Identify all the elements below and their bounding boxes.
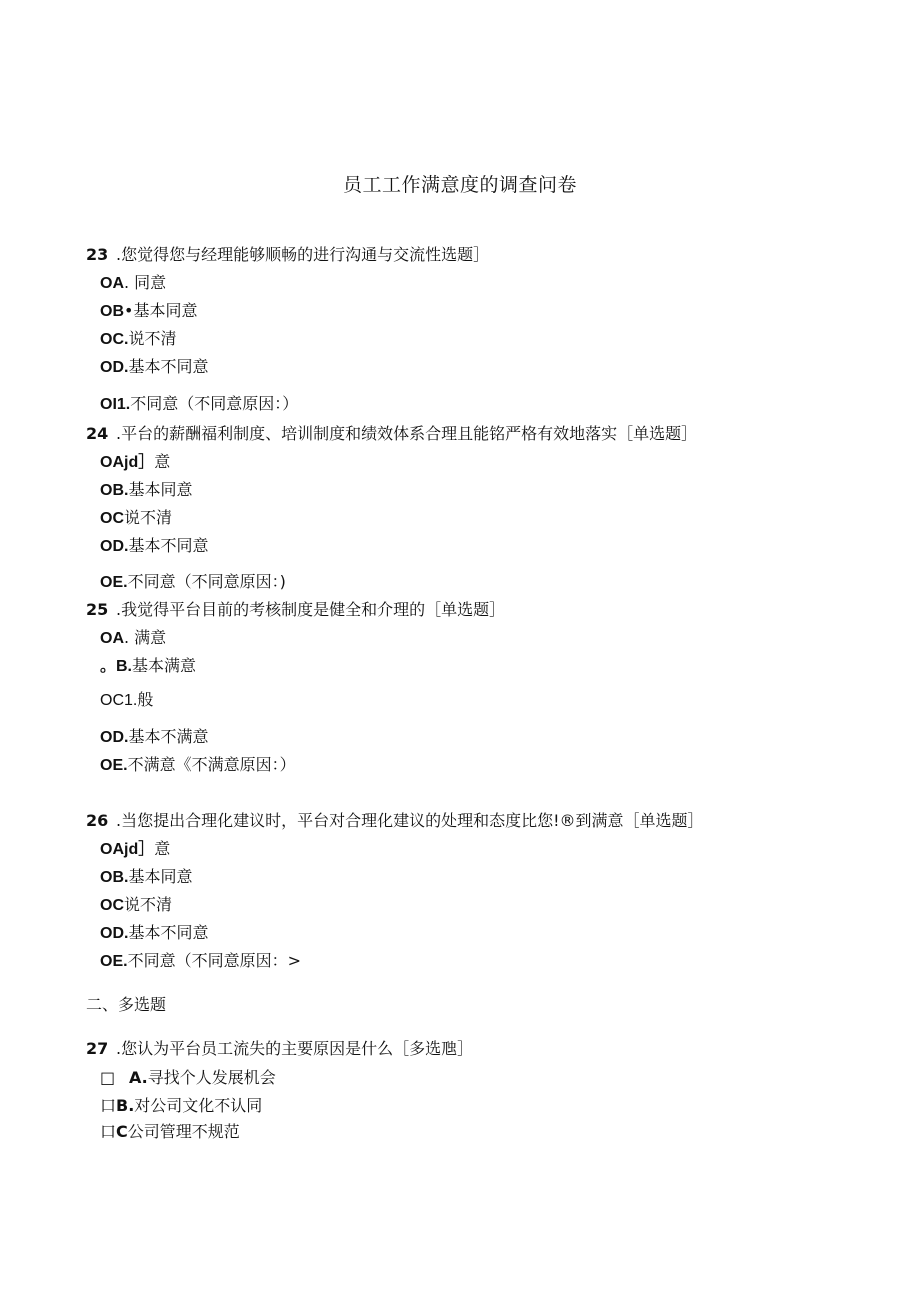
option-key: OC [100, 510, 124, 527]
option-23-e[interactable] [100, 391, 298, 414]
option-text: 基本不同意 [128, 536, 209, 555]
option-key: OI1. [100, 396, 131, 413]
option-27-c[interactable] [100, 1119, 240, 1142]
option-text: 意 [154, 452, 171, 471]
option-key: OAjd］ [100, 841, 155, 858]
option-text: 说不清 [124, 508, 173, 527]
question-25 [86, 597, 505, 620]
option-25-d[interactable] [100, 724, 208, 747]
option-25-c[interactable] [100, 687, 153, 710]
question-number: 23 [86, 245, 109, 264]
option-key: OC1. [100, 692, 138, 709]
option-key: OE. [100, 953, 128, 970]
option-23-b[interactable] [100, 298, 197, 321]
checkbox-icon[interactable]: □ [100, 1068, 116, 1087]
option-key: B. [116, 1096, 135, 1115]
option-24-e[interactable] [100, 569, 286, 592]
option-text: . 同意 [124, 273, 167, 292]
option-23-c[interactable] [100, 326, 176, 349]
checkbox-icon[interactable]: 口 [100, 1122, 117, 1141]
option-key: A. [129, 1068, 148, 1087]
option-25-a[interactable] [100, 625, 166, 648]
option-key: OB [100, 303, 124, 320]
option-text: 不同意（不同意原因：） [130, 394, 299, 413]
question-text: .当您提出合理化建议时，平台对合理化建议的处理和态度比您!®到满意［单选题］ [116, 811, 704, 830]
option-key: C [116, 1122, 128, 1141]
option-27-a[interactable] [100, 1065, 276, 1088]
option-text: 基本同意 [128, 867, 193, 886]
checkbox-icon[interactable]: 口 [100, 1096, 117, 1115]
option-key: OB. [100, 869, 129, 886]
option-text: 不同意（不同意原因：> [127, 951, 301, 970]
option-key: OA [100, 275, 124, 292]
option-23-a[interactable] [100, 270, 166, 293]
option-text: 公司管理不规范 [127, 1122, 240, 1141]
option-26-a[interactable] [100, 836, 170, 859]
question-23 [86, 242, 489, 265]
question-text: .您认为平台员工流失的主要原因是什么［多选虺］ [116, 1039, 474, 1058]
option-26-b[interactable] [100, 864, 192, 887]
option-key: OE. [100, 574, 128, 591]
question-27 [86, 1036, 473, 1059]
option-key: OA [100, 630, 124, 647]
option-key: OC [100, 897, 124, 914]
option-key: OC. [100, 331, 129, 348]
option-text: •基本同意 [124, 301, 198, 320]
option-key: OD. [100, 925, 129, 942]
option-27-b[interactable] [100, 1093, 262, 1116]
option-24-a[interactable] [100, 449, 170, 472]
option-25-e[interactable] [100, 752, 296, 775]
option-26-c[interactable] [100, 892, 172, 915]
option-text: 说不清 [124, 895, 173, 914]
option-text: 不满意《不满意原因：） [127, 755, 296, 774]
question-number: 27 [86, 1039, 109, 1058]
option-text: 基本同意 [128, 480, 193, 499]
option-text: . 满意 [124, 628, 167, 647]
option-25-b[interactable] [100, 653, 196, 676]
option-text: 对公司文化不认同 [134, 1096, 263, 1115]
option-key: OD. [100, 538, 129, 555]
option-key: OD. [100, 729, 129, 746]
option-key: OB. [100, 482, 129, 499]
document-title: 员工工作满意度的调查问卷 [342, 174, 577, 196]
option-text: 寻找个人发展机会 [147, 1068, 276, 1087]
option-key: 。B. [100, 658, 133, 675]
section-heading-multi-choice: 二、多选题 [86, 995, 167, 1014]
option-23-d[interactable] [100, 354, 208, 377]
option-26-d[interactable] [100, 920, 208, 943]
question-text: .您觉得您与经理能够顺畅的进行沟通与交流性选题］ [116, 245, 490, 264]
question-number: 25 [86, 600, 109, 619]
question-26 [86, 808, 704, 831]
option-text: 般 [137, 690, 154, 709]
option-24-b[interactable] [100, 477, 192, 500]
option-text: 基本满意 [132, 656, 197, 675]
option-key: OAjd］ [100, 454, 155, 471]
option-text: 基本不同意 [128, 357, 209, 376]
question-text: .平台的薪酬福利制度、培训制度和绩效体系合理且能铭严格有效地落实［单选题］ [116, 424, 698, 443]
option-key: OE. [100, 757, 128, 774]
option-text: 说不清 [128, 329, 177, 348]
option-text: 不同意（不同意原因：) [127, 572, 286, 591]
option-text: 意 [154, 839, 171, 858]
option-24-c[interactable] [100, 505, 172, 528]
question-number: 26 [86, 811, 109, 830]
option-text: 基本不满意 [128, 727, 209, 746]
question-number: 24 [86, 424, 109, 443]
option-text: 基本不同意 [128, 923, 209, 942]
question-text: .我觉得平台目前的考核制度是健全和介理的［单选题］ [116, 600, 506, 619]
option-key: OD. [100, 359, 129, 376]
option-26-e[interactable] [100, 948, 301, 971]
question-24 [86, 421, 697, 444]
option-24-d[interactable] [100, 533, 208, 556]
